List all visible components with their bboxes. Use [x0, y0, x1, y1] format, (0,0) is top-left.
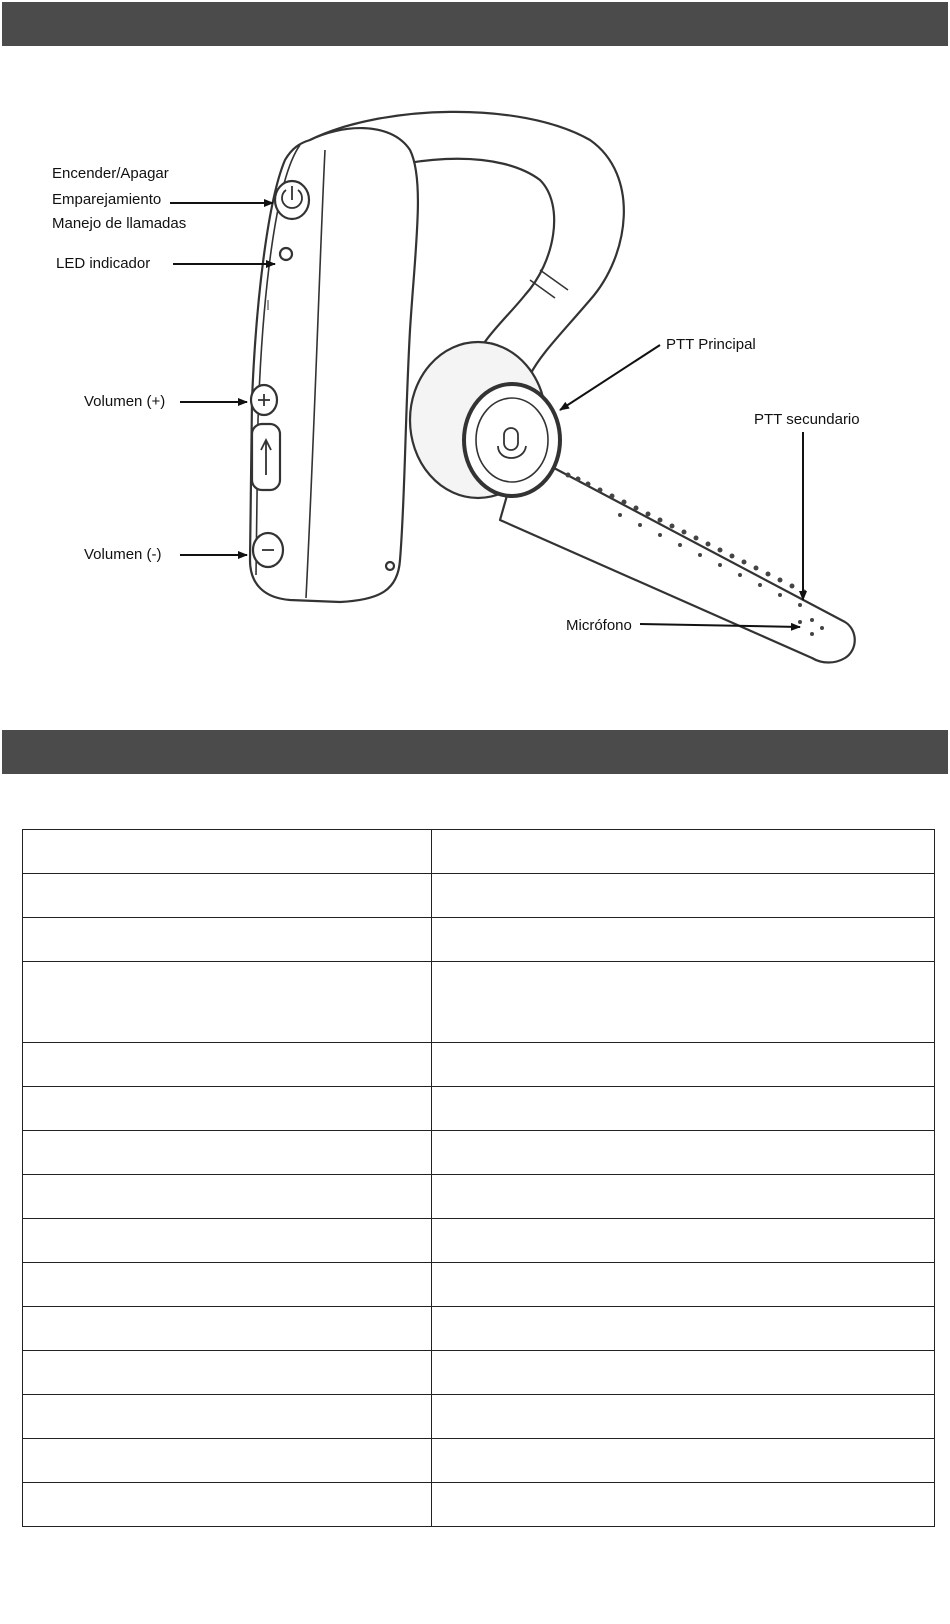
callout-volume-down: Volumen (-) [84, 546, 162, 563]
table-cell-value [432, 1395, 935, 1439]
table-row [23, 1351, 935, 1395]
table-row [23, 874, 935, 918]
table-cell-label [23, 918, 432, 962]
table-row [23, 1043, 935, 1087]
table-cell-value [432, 1043, 935, 1087]
table-cell-value [432, 962, 935, 1043]
callout-volume-up: Volumen (+) [84, 393, 166, 410]
table-cell-value [432, 918, 935, 962]
table-cell-value [432, 1439, 935, 1483]
callout-led: LED indicador [56, 255, 151, 272]
table-row [23, 1175, 935, 1219]
table-cell-label [23, 1395, 432, 1439]
table-cell-label [23, 1351, 432, 1395]
table-cell-value [432, 1175, 935, 1219]
table-cell-label [23, 962, 432, 1043]
callout-call-handling: Manejo de llamadas [52, 215, 187, 232]
table-cell-value [432, 1307, 935, 1351]
table-cell-label [23, 1043, 432, 1087]
table-cell-value [432, 1263, 935, 1307]
table-row [23, 1395, 935, 1439]
table-cell-label [23, 1263, 432, 1307]
table-row [23, 1439, 935, 1483]
table-row [23, 830, 935, 874]
table-cell-value [432, 1483, 935, 1527]
table-cell-value [432, 1087, 935, 1131]
table-cell-value [432, 1131, 935, 1175]
table-cell-label [23, 1087, 432, 1131]
callout-power: Encender/Apagar [52, 165, 169, 182]
callout-pairing: Emparejamiento [52, 191, 162, 208]
table-row [23, 1131, 935, 1175]
headset-illustration [0, 60, 950, 700]
table-row [23, 1087, 935, 1131]
table-cell-label [23, 874, 432, 918]
table-row [23, 1307, 935, 1351]
callout-ptt-secondary: PTT secundario [754, 411, 860, 428]
spec-table-body [23, 830, 935, 1527]
table-cell-value [432, 830, 935, 874]
table-cell-label [23, 1483, 432, 1527]
spec-table [22, 829, 935, 1527]
table-row [23, 962, 935, 1043]
callout-ptt-main: PTT Principal [666, 336, 756, 353]
table-cell-label [23, 830, 432, 874]
table-cell-label [23, 1175, 432, 1219]
section-header-bar-top [2, 2, 948, 46]
table-cell-value [432, 1351, 935, 1395]
table-cell-label [23, 1307, 432, 1351]
table-row [23, 1483, 935, 1527]
table-cell-label [23, 1131, 432, 1175]
table-row [23, 1263, 935, 1307]
table-cell-value [432, 874, 935, 918]
table-cell-value [432, 1219, 935, 1263]
table-row [23, 918, 935, 962]
table-row [23, 1219, 935, 1263]
table-cell-label [23, 1439, 432, 1483]
callout-microphone: Micrófono [566, 617, 632, 634]
section-header-bar-middle [2, 730, 948, 774]
table-cell-label [23, 1219, 432, 1263]
